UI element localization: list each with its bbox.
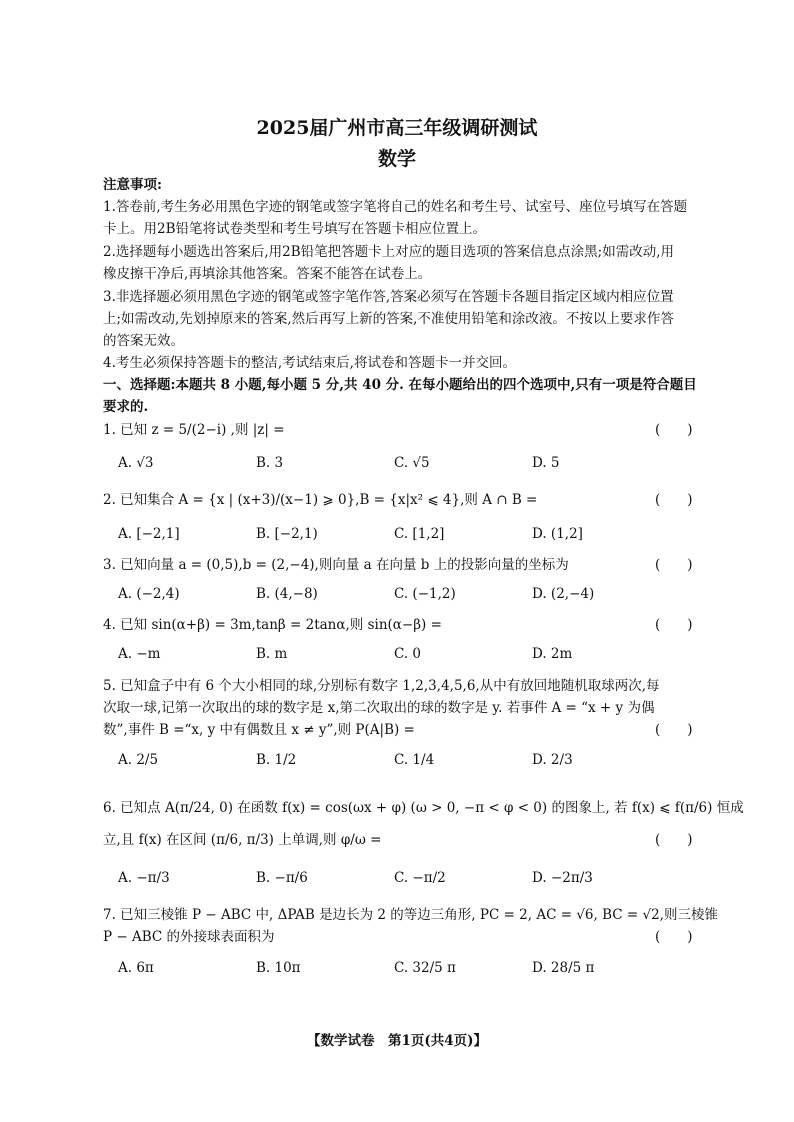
subject-title: 数学 [377, 148, 416, 170]
note-line: 3.非选择题必须用黑色字迹的钢笔或签字笔作答,答案必须写在答题卡各题目指定区域内相应位置 [103, 289, 674, 305]
option-c: C. [1,2] [394, 526, 445, 542]
question-5-stem-cont: 次取一球,记第一次取出的球的数字是 x,第二次取出的球的数字是 y. 若事件 A = “x + y 为偶 [103, 700, 655, 716]
option-d: D. 5 [532, 455, 560, 471]
option-c: C. 0 [394, 646, 422, 662]
option-d: D. 28/5 π [532, 960, 595, 976]
page-footer: 【数学试卷 第1页(共4页)】 [306, 1033, 488, 1049]
notes-heading: 注意事项: [103, 177, 162, 193]
question-7-stem: 7. 已知三棱锥 P − ABC 中, ΔPAB 是边长为 2 的等边三角形, PC = 2, AC = √6, BC = √2,则三棱锥 [103, 907, 718, 923]
section-heading-cont: 要求的. [103, 399, 149, 415]
option-b: B. m [256, 646, 288, 662]
question-4-stem: 4. 已知 sin(α+β) = 3m,tanβ = 2tanα,则 sin(α−β) = [103, 617, 442, 633]
option-d: D. 2/3 [532, 752, 573, 768]
option-c: C. −π/2 [394, 870, 446, 886]
note-line: 橡皮擦干净后,再填涂其他答案。答案不能答在试卷上。 [103, 266, 432, 282]
question-6-stem-cont: 立,且 f(x) 在区间 (π/6, π/3) 上单调,则 φ/ω = [103, 832, 382, 848]
option-b: B. −π/6 [256, 870, 308, 886]
option-d: D. (1,2] [532, 526, 583, 542]
answer-paren: ( ) [655, 617, 693, 633]
question-6-stem: 6. 已知点 A(π/24, 0) 在函数 f(x) = cos(ωx + φ) (ω > 0, −π < φ < 0) 的图象上, 若 f(x) ⩽ f(π/6) 恒成 [103, 800, 744, 816]
option-b: B. 3 [256, 455, 284, 471]
answer-paren: ( ) [655, 422, 693, 438]
option-b: B. 10π [256, 960, 301, 976]
option-a: A. [−2,1] [118, 526, 180, 542]
option-c: C. 1/4 [394, 752, 435, 768]
note-line: 1.答卷前,考生务必用黑色字迹的钢笔或签字笔将自己的姓名和考生号、试室号、座位号填写在答题 [103, 199, 688, 215]
option-b: B. 1/2 [256, 752, 297, 768]
option-c: C. 32/5 π [394, 960, 456, 976]
note-line: 4.考生必须保持答题卡的整洁,考试结束后,将试卷和答题卡一并交回。 [103, 355, 516, 371]
option-b: B. [−2,1) [256, 526, 318, 542]
answer-paren: ( ) [655, 832, 693, 848]
note-line: 2.选择题每小题选出答案后,用2B铅笔把答题卡上对应的题目选项的答案信息点涂黑;如需改动,用 [103, 244, 675, 260]
answer-paren: ( ) [655, 557, 693, 573]
question-7-stem-cont: P − ABC 的外接球表面积为 [103, 929, 275, 945]
section-heading: 一、选择题:本题共 8 小题,每小题 5 分,共 40 分. 在每小题给出的四个选项中,只有一项是符合题目 [103, 377, 697, 393]
option-d: D. (2,−4) [532, 586, 595, 602]
question-3-stem: 3. 已知向量 a = (0,5),b = (2,−4),则向量 a 在向量 b 上的投影向量的坐标为 [103, 557, 569, 573]
option-a: A. √3 [118, 455, 154, 471]
note-line: 的答案无效。 [103, 333, 184, 349]
option-c: C. (−1,2) [394, 586, 456, 602]
question-2-stem: 2. 已知集合 A = {x | (x+3)/(x−1) ⩾ 0},B = {x|x² ⩽ 4},则 A ∩ B = [103, 492, 538, 508]
answer-paren: ( ) [655, 929, 693, 945]
question-5-stem-cont: 数”,事件 B =“x, y 中有偶数且 x ≠ y”,则 P(A|B) = [103, 722, 415, 738]
option-a: A. 2/5 [118, 752, 159, 768]
option-a: A. 6π [118, 960, 154, 976]
answer-paren: ( ) [655, 722, 693, 738]
question-1-stem: 1. 已知 z = 5/(2−i) ,则 |z| = [103, 422, 285, 438]
option-d: D. −2π/3 [532, 870, 593, 886]
option-d: D. 2m [532, 646, 573, 662]
option-b: B. (4,−8) [256, 586, 318, 602]
note-line: 上;如需改动,先划掉原来的答案,然后再写上新的答案,不准使用铅笔和涂改液。不按以上要求作答 [103, 311, 674, 327]
answer-paren: ( ) [655, 492, 693, 508]
option-a: A. −m [118, 646, 161, 662]
option-a: A. −π/3 [118, 870, 170, 886]
question-5-stem: 5. 已知盒子中有 6 个大小相同的球,分别标有数字 1,2,3,4,5,6,从中有放回地随机取球两次,每 [103, 678, 660, 694]
exam-title: 2025届广州市高三年级调研测试 [256, 117, 538, 139]
option-a: A. (−2,4) [118, 586, 180, 602]
note-line: 卡上。用2B铅笔将试卷类型和考生号填写在答题卡相应位置上。 [103, 221, 487, 237]
option-c: C. √5 [394, 455, 430, 471]
